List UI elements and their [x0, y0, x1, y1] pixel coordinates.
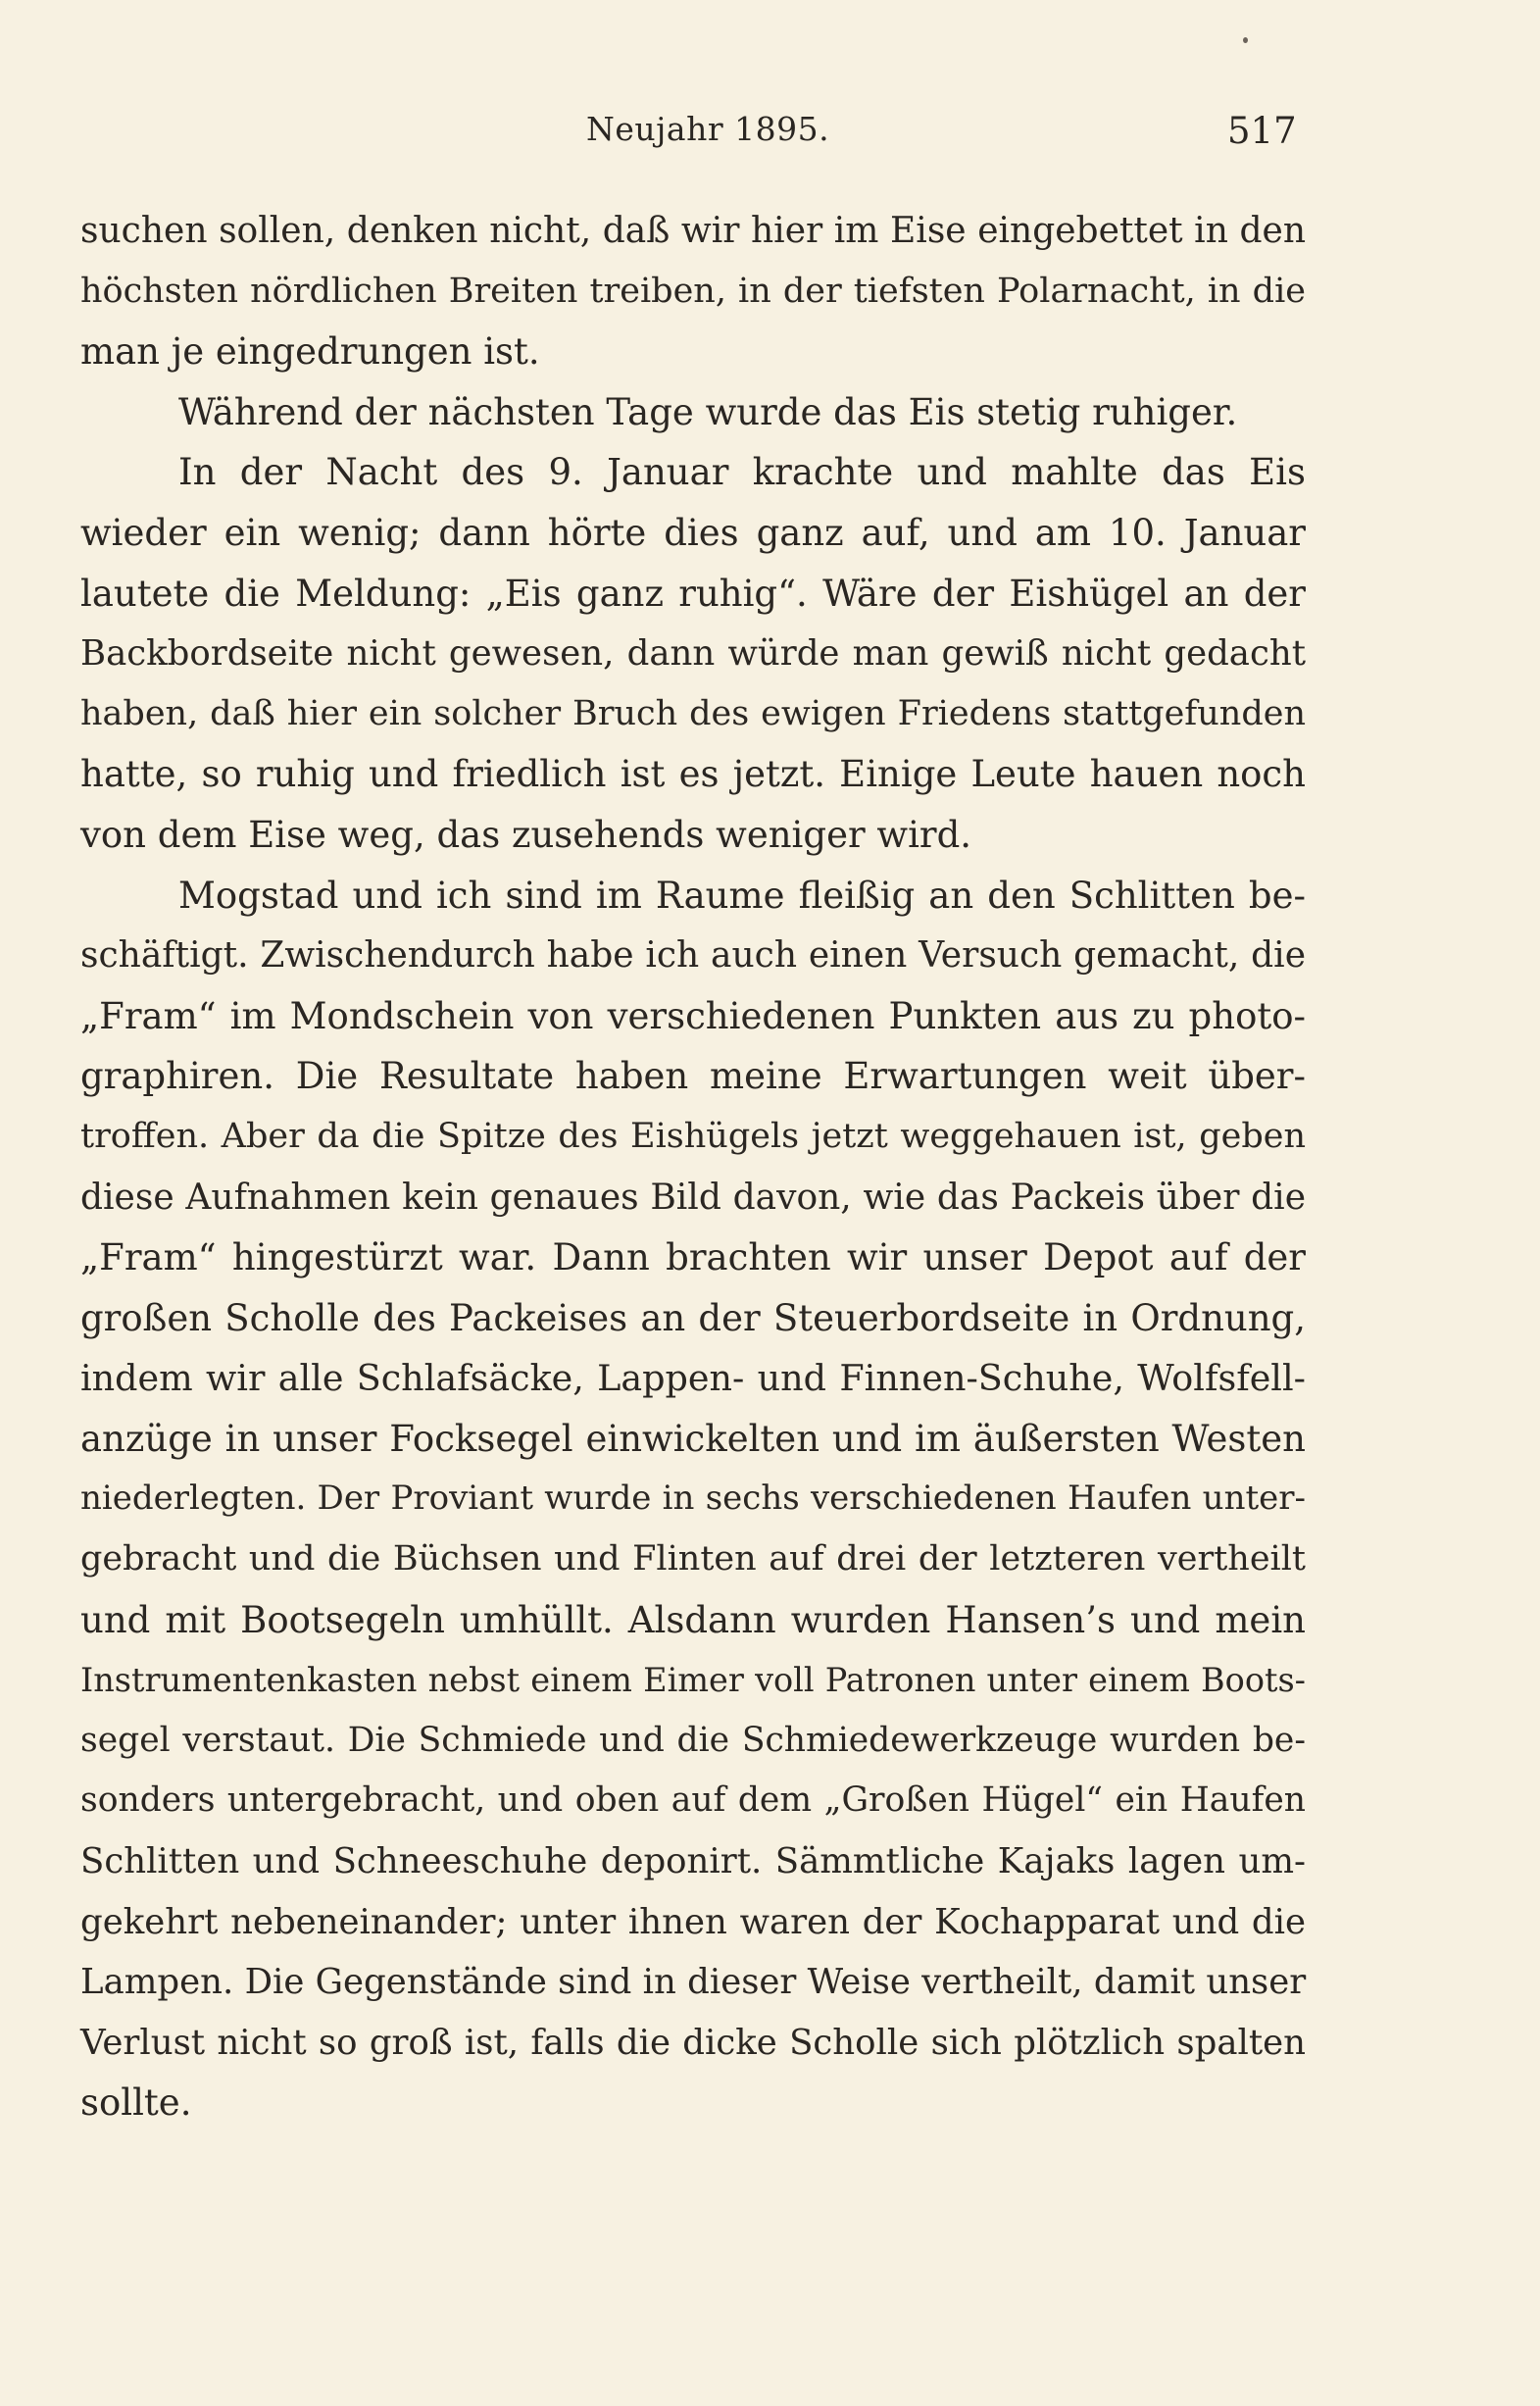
- text-line: niederlegten. Der Proviant wurde in sechs verschiedenen Haufen unter-: [80, 1479, 1306, 1519]
- text-line: schäftigt. Zwischendurch habe ich auch einen Versuch gemacht, die: [80, 935, 1306, 977]
- text-line: anzüge in unser Focksegel einwickelten und im äußersten Westen: [80, 1417, 1306, 1460]
- text-line: „Fram“ im Mondschein von verschiedenen Punkten aus zu photo-: [80, 994, 1306, 1037]
- text-line: sonders untergebracht, und oben auf dem „Großen Hügel“ ein Haufen: [80, 1780, 1306, 1821]
- text-line: man je eingedrungen ist.: [80, 330, 540, 374]
- text-line: Lampen. Die Gegenstände sind in dieser Weise vertheilt, damit unser: [80, 1962, 1307, 2003]
- ink-speck: [1243, 37, 1248, 43]
- text-line: segel verstaut. Die Schmiede und die Schmiedewerkzeuge wurden be-: [80, 1720, 1306, 1760]
- text-line: wieder ein wenig; dann hörte dies ganz auf, und am 10. Januar: [80, 511, 1306, 554]
- text-line: „Fram“ hingestürzt war. Dann brachten wir unser Depot auf der: [80, 1236, 1306, 1279]
- text-line: Schlitten und Schneeschuhe deponirt. Sämmtliche Kajaks lagen um-: [80, 1841, 1306, 1882]
- text-line: graphiren. Die Resultate haben meine Erwartungen weit über-: [80, 1055, 1306, 1098]
- running-head: [0, 110, 1540, 159]
- text-line: Mogstad und ich sind im Raume fleißig an den Schlitten be-: [178, 874, 1306, 917]
- text-line: diese Aufnahmen kein genaues Bild davon, wie das Packeis über die: [80, 1177, 1306, 1218]
- text-line: von dem Eise weg, das zusehends weniger wird.: [80, 813, 972, 856]
- text-line: sollte.: [80, 2081, 192, 2125]
- text-line: troffen. Aber da die Spitze des Eishügels jetzt weggehauen ist, geben: [80, 1116, 1306, 1156]
- page-number: 517: [1227, 110, 1297, 152]
- text-line: indem wir alle Schlafsäcke, Lappen- und Finnen-Schuhe, Wolfsfell-: [80, 1357, 1306, 1400]
- text-line: Backbordseite nicht gewesen, dann würde man gewiß nicht gedacht: [80, 633, 1306, 675]
- text-line: haben, daß hier ein solcher Bruch des ewigen Friedens stattgefunden: [80, 693, 1306, 733]
- text-line: lautete die Meldung: „Eis ganz ruhig“. Wäre der Eishügel an der: [80, 572, 1306, 615]
- text-line: Verlust nicht so groß ist, falls die dicke Scholle sich plötzlich spalten: [80, 2022, 1306, 2063]
- running-head-title: Neujahr 1895.: [586, 110, 830, 148]
- text-line: gebracht und die Büchsen und Flinten auf drei der letzteren vertheilt: [80, 1539, 1306, 1579]
- text-line: großen Scholle des Packeises an der Steuerbordseite in Ordnung,: [80, 1296, 1306, 1339]
- text-line: In der Nacht des 9. Januar krachte und mahlte das Eis: [178, 451, 1306, 494]
- text-line: suchen sollen, denken nicht, daß wir hier im Eise eingebettet in den: [80, 211, 1306, 251]
- text-line: und mit Bootsegeln umhüllt. Alsdann wurden Hansen’s und mein: [80, 1598, 1306, 1641]
- text-line: Während der nächsten Tage wurde das Eis stetig ruhiger.: [178, 390, 1238, 433]
- text-line: hatte, so ruhig und friedlich ist es jetzt. Einige Leute hauen noch: [80, 753, 1306, 796]
- text-line: gekehrt nebeneinander; unter ihnen waren der Kochapparat und die: [80, 1901, 1306, 1942]
- text-line: höchsten nördlichen Breiten treiben, in der tiefsten Polarnacht, in die: [80, 271, 1306, 311]
- text-line: Instrumentenkasten nebst einem Eimer voll Patronen unter einem Boots-: [80, 1661, 1306, 1700]
- body-text: [80, 201, 1306, 2133]
